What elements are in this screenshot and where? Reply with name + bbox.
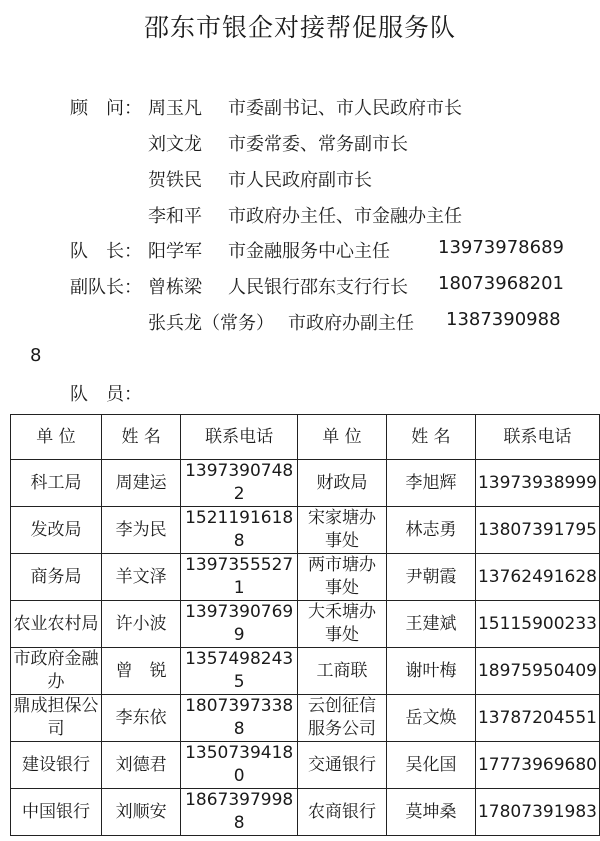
cell-name: 羊文泽 xyxy=(101,554,180,601)
cell-unit: 鼎成担保公司 xyxy=(11,695,102,742)
cell-name: 周建运 xyxy=(101,460,180,507)
cell-name: 岳文焕 xyxy=(386,695,475,742)
members-label: 队 员： xyxy=(70,384,142,405)
cell-unit: 建设银行 xyxy=(11,742,102,789)
table-row xyxy=(11,789,600,836)
advisor-name: 周玉凡 xyxy=(148,98,202,119)
cell-unit: 发改局 xyxy=(11,507,102,554)
cell-unit: 工商联 xyxy=(297,648,386,695)
cell-unit: 科工局 xyxy=(11,460,102,507)
cell-name: 李为民 xyxy=(101,507,180,554)
table-row xyxy=(11,554,600,601)
advisor-position: 市政府办主任、市金融办主任 xyxy=(228,206,462,227)
leader-label: 队 长： xyxy=(70,241,142,262)
deputy-position: 人民银行邵东支行行长 xyxy=(228,277,408,298)
cell-name: 李东依 xyxy=(101,695,180,742)
deputy-phone: 18073968201 xyxy=(438,273,564,294)
header-unit: 单 位 xyxy=(11,415,102,460)
table-row xyxy=(11,695,600,742)
cell-name: 王建斌 xyxy=(386,601,475,648)
advisor-name: 贺铁民 xyxy=(148,170,202,191)
cell-phone: 13762491628 xyxy=(475,554,599,601)
cell-name: 李旭辉 xyxy=(386,460,475,507)
leader-position: 市金融服务中心主任 xyxy=(228,241,390,262)
cell-phone: 17773969680 xyxy=(475,742,599,789)
deputy-phone-overflow: 8 xyxy=(30,345,42,366)
cell-phone: 13507394180 xyxy=(181,742,298,789)
cell-name: 吴化国 xyxy=(386,742,475,789)
advisor-position: 市人民政府副市长 xyxy=(228,170,372,191)
cell-unit: 交通银行 xyxy=(297,742,386,789)
member-table xyxy=(10,414,600,836)
deputy-position: 市政府办副主任 xyxy=(288,313,414,334)
cell-phone: 17807391983 xyxy=(475,789,599,836)
cell-unit: 财政局 xyxy=(297,460,386,507)
cell-phone: 13787204551 xyxy=(475,695,599,742)
header-phone: 联系电话 xyxy=(475,415,599,460)
cell-phone: 18975950409 xyxy=(475,648,599,695)
table-row xyxy=(11,460,600,507)
advisor-label: 顾 问： xyxy=(70,98,142,119)
deputy-name: 曾栋梁 xyxy=(148,277,202,298)
table-header-row xyxy=(11,415,600,460)
table-row xyxy=(11,648,600,695)
table-row xyxy=(11,507,600,554)
table-row xyxy=(11,601,600,648)
cell-unit: 农商银行 xyxy=(297,789,386,836)
page-title: 邵东市银企对接帮促服务队 xyxy=(143,13,456,42)
cell-name: 尹朝霞 xyxy=(386,554,475,601)
header-name: 姓 名 xyxy=(386,415,475,460)
cell-name: 林志勇 xyxy=(386,507,475,554)
cell-unit: 大禾塘办事处 xyxy=(297,601,386,648)
leader-phone: 13973978689 xyxy=(438,237,564,258)
cell-unit: 市政府金融办 xyxy=(11,648,102,695)
cell-phone: 13973555271 xyxy=(181,554,298,601)
cell-phone: 15211916188 xyxy=(181,507,298,554)
header-name: 姓 名 xyxy=(101,415,180,460)
deputy-label: 副队长： xyxy=(70,277,142,298)
advisor-name: 李和平 xyxy=(148,206,202,227)
cell-phone: 13807391795 xyxy=(475,507,599,554)
cell-phone: 13973907482 xyxy=(181,460,298,507)
cell-unit: 中国银行 xyxy=(11,789,102,836)
advisor-position: 市委常委、常务副市长 xyxy=(228,134,408,155)
cell-phone: 13973907699 xyxy=(181,601,298,648)
cell-phone: 13973938999 xyxy=(475,460,599,507)
cell-name: 许小波 xyxy=(101,601,180,648)
deputy-name: 张兵龙（常务） xyxy=(148,313,274,334)
cell-phone: 18073973388 xyxy=(181,695,298,742)
cell-phone: 13574982435 xyxy=(181,648,298,695)
header-phone: 联系电话 xyxy=(181,415,298,460)
cell-unit: 云创征信服务公司 xyxy=(297,695,386,742)
table-row xyxy=(11,742,600,789)
cell-phone: 15115900233 xyxy=(475,601,599,648)
cell-name: 刘德君 xyxy=(101,742,180,789)
advisor-position: 市委副书记、市人民政府市长 xyxy=(228,98,462,119)
leader-name: 阳学军 xyxy=(148,241,202,262)
advisor-name: 刘文龙 xyxy=(148,134,202,155)
cell-phone: 18673979988 xyxy=(181,789,298,836)
cell-name: 谢叶梅 xyxy=(386,648,475,695)
cell-name: 刘顺安 xyxy=(101,789,180,836)
cell-unit: 商务局 xyxy=(11,554,102,601)
cell-name: 莫坤桑 xyxy=(386,789,475,836)
header-unit: 单 位 xyxy=(297,415,386,460)
deputy-phone: 1387390988 xyxy=(446,309,561,330)
cell-unit: 宋家塘办事处 xyxy=(297,507,386,554)
cell-name: 曾 锐 xyxy=(101,648,180,695)
cell-unit: 农业农村局 xyxy=(11,601,102,648)
cell-unit: 两市塘办事处 xyxy=(297,554,386,601)
